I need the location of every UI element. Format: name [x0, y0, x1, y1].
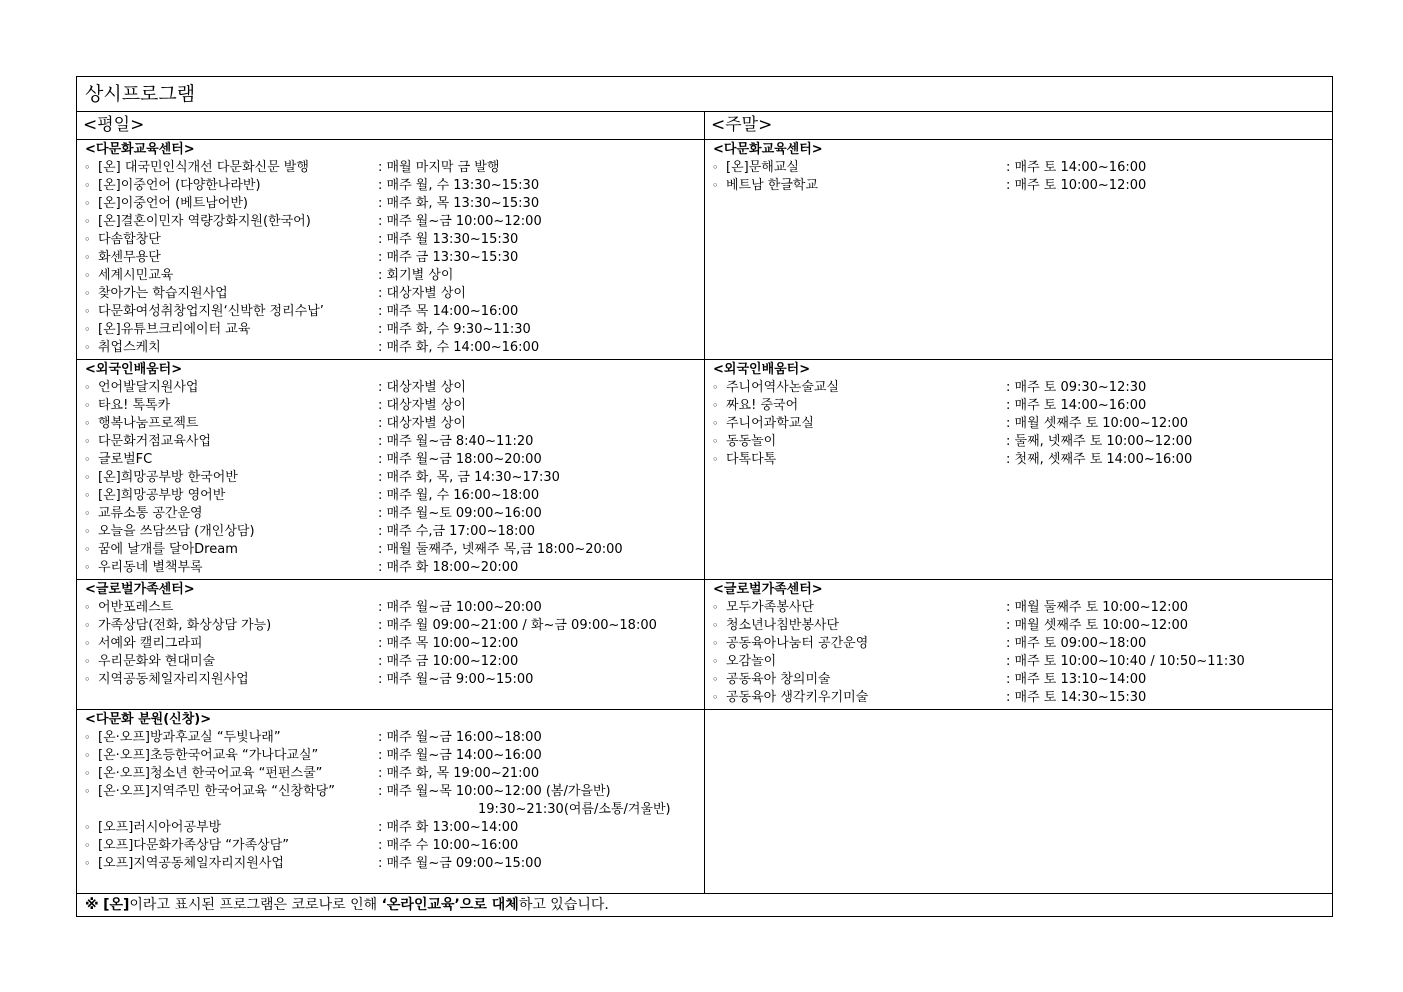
program-schedule: : 매주 목 10:00~12:00 — [378, 636, 519, 651]
program-name: 우리문화와 현대미술 — [98, 654, 216, 669]
section-row — [77, 710, 1333, 894]
program-name: [온]문해교실 — [726, 160, 799, 175]
bullet-icon: ◦ — [84, 269, 91, 282]
bullet-icon: ◦ — [84, 489, 91, 502]
program-name: [온]유튜브크리에이터 교육 — [98, 322, 251, 337]
program-item — [77, 635, 704, 653]
bullet-icon: ◦ — [84, 471, 91, 484]
program-schedule: : 매주 월~금 16:00~18:00 — [378, 730, 542, 745]
program-name: 청소년나침반봉사단 — [726, 618, 840, 633]
section-heading: <글로벌가족센터> — [713, 582, 823, 597]
bullet-icon: ◦ — [84, 749, 91, 762]
program-name: 다솜합창단 — [98, 232, 161, 247]
section-heading: <다문화교육센터> — [85, 142, 195, 157]
program-name: [온] 대국민인식개선 다문화신문 발행 — [98, 160, 309, 175]
bullet-icon: ◦ — [84, 637, 91, 650]
bullet-icon: ◦ — [712, 619, 719, 632]
program-item — [77, 747, 704, 765]
program-item — [77, 213, 704, 231]
bullet-icon: ◦ — [84, 381, 91, 394]
program-schedule: : 매주 월, 수 13:30~15:30 — [378, 178, 540, 193]
footer-note-cell — [77, 894, 1333, 917]
program-item — [77, 321, 704, 339]
weekday-header: <평일> — [83, 115, 145, 135]
section-row — [77, 140, 1333, 360]
program-name: 공동육아 창의미술 — [726, 672, 831, 687]
bullet-icon: ◦ — [84, 323, 91, 336]
program-name: 모두가족봉사단 — [726, 600, 814, 615]
bullet-icon: ◦ — [84, 619, 91, 632]
program-schedule: : 매주 토 14:00~16:00 — [1006, 398, 1147, 413]
program-schedule: : 매주 월~금 18:00~20:00 — [378, 452, 542, 467]
program-item — [77, 303, 704, 321]
program-name: 글로벌FC — [98, 452, 153, 467]
note-text-1: 이라고 표시된 프로그램은 코로나로 인해 — [129, 897, 382, 913]
footer-note — [77, 894, 1332, 916]
bullet-icon: ◦ — [84, 417, 91, 430]
weekday-section-cell — [77, 140, 705, 360]
bullet-icon: ◦ — [712, 673, 719, 686]
program-name: 짜요! 중국어 — [726, 398, 799, 413]
program-item — [77, 837, 704, 855]
program-schedule: : 매주 월, 수 16:00~18:00 — [378, 488, 540, 503]
program-item — [705, 635, 1332, 653]
program-schedule: : 매주 금 13:30~15:30 — [378, 250, 519, 265]
program-item — [77, 285, 704, 303]
program-item — [705, 177, 1332, 195]
program-name: 언어발달지원사업 — [98, 380, 199, 395]
bullet-icon: ◦ — [712, 381, 719, 394]
program-schedule: : 매주 화, 수 14:00~16:00 — [378, 340, 540, 355]
bullet-icon: ◦ — [84, 251, 91, 264]
bullet-icon: ◦ — [84, 655, 91, 668]
weekend-section-cell — [705, 360, 1333, 580]
program-schedule: : 매주 목 14:00~16:00 — [378, 304, 519, 319]
program-schedule: : 매주 토 14:30~15:30 — [1006, 690, 1147, 705]
program-item — [77, 451, 704, 469]
program-name: 교류소통 공간운영 — [98, 506, 203, 521]
weekend-section-cell — [705, 710, 1333, 894]
program-name: [온·오프]방과후교실 “두빛나래” — [98, 730, 281, 745]
program-name: 주니어역사논술교실 — [726, 380, 840, 395]
program-schedule: : 매주 월~금 9:00~15:00 — [378, 672, 534, 687]
program-schedule: : 매주 수 10:00~16:00 — [378, 838, 519, 853]
program-schedule: : 매주 금 10:00~12:00 — [378, 654, 519, 669]
program-schedule: : 대상자별 상이 — [378, 416, 466, 431]
program-name: 어반포레스트 — [98, 600, 174, 615]
title-cell — [77, 77, 1333, 112]
program-name: 다톡다톡 — [726, 452, 777, 467]
program-schedule: : 매주 월 13:30~15:30 — [378, 232, 519, 247]
program-name: 오늘을 쓰담쓰담 (개인상담) — [98, 524, 255, 539]
program-item — [705, 653, 1332, 671]
program-item — [77, 671, 704, 689]
weekday-section-cell — [77, 710, 705, 894]
bullet-icon: ◦ — [84, 857, 91, 870]
program-schedule: : 매주 월~금 8:40~11:20 — [378, 434, 534, 449]
program-schedule: : 매주 월~금 14:00~16:00 — [378, 748, 542, 763]
weekday-header-cell — [77, 112, 705, 140]
bullet-icon: ◦ — [712, 399, 719, 412]
program-schedule: : 매월 셋째주 토 10:00~12:00 — [1006, 416, 1189, 431]
program-item — [77, 231, 704, 249]
bullet-icon: ◦ — [84, 215, 91, 228]
bullet-icon: ◦ — [84, 179, 91, 192]
program-schedule: : 매주 토 09:30~12:30 — [1006, 380, 1147, 395]
program-name: 타요! 톡톡카 — [98, 398, 171, 413]
program-item — [77, 819, 704, 837]
section-heading: <다문화교육센터> — [713, 142, 823, 157]
program-schedule: : 매주 월~목 10:00~12:00 (봄/가을반) — [378, 784, 611, 799]
bullet-icon: ◦ — [84, 525, 91, 538]
program-name: 찾아가는 학습지원사업 — [98, 286, 228, 301]
program-item — [705, 599, 1332, 617]
program-item — [77, 765, 704, 783]
program-item — [705, 689, 1332, 707]
program-item — [77, 599, 704, 617]
program-item — [77, 783, 704, 801]
program-schedule: : 매주 월 09:00~21:00 / 화~금 09:00~18:00 — [378, 618, 657, 633]
program-schedule: : 매주 화, 목, 금 14:30~17:30 — [378, 470, 560, 485]
program-name: 오감놀이 — [726, 654, 777, 669]
bullet-icon: ◦ — [84, 673, 91, 686]
program-item — [77, 729, 704, 747]
bullet-icon: ◦ — [712, 161, 719, 174]
note-mark: ※ — [85, 897, 99, 913]
program-name: [온]결혼이민자 역량강화지원(한국어) — [98, 214, 311, 229]
program-schedule: : 매주 토 13:10~14:00 — [1006, 672, 1147, 687]
program-item — [77, 379, 704, 397]
section-heading: <외국인배움터> — [713, 362, 811, 377]
weekday-section-cell — [77, 360, 705, 580]
weekend-section-cell — [705, 580, 1333, 710]
program-name: [온·오프]초등한국어교육 “가나다교실” — [98, 748, 319, 763]
program-schedule: : 매주 수,금 17:00~18:00 — [378, 524, 535, 539]
bullet-icon: ◦ — [84, 839, 91, 852]
bullet-icon: ◦ — [712, 601, 719, 614]
bullet-icon: ◦ — [84, 197, 91, 210]
program-item — [77, 653, 704, 671]
program-item — [77, 397, 704, 415]
program-name: 동동놀이 — [726, 434, 777, 449]
program-schedule: : 매월 마지막 금 발행 — [378, 160, 500, 175]
section-heading: <다문화 분원(신창)> — [85, 712, 212, 727]
program-schedule: : 대상자별 상이 — [378, 286, 466, 301]
program-schedule: : 대상자별 상이 — [378, 380, 466, 395]
program-schedule: : 대상자별 상이 — [378, 398, 466, 413]
program-item — [705, 415, 1332, 433]
program-schedule: : 매주 토 10:00~10:40 / 10:50~11:30 — [1006, 654, 1245, 669]
program-item — [77, 469, 704, 487]
program-schedule: : 매주 화, 목 13:30~15:30 — [378, 196, 540, 211]
program-schedule: : 매주 토 14:00~16:00 — [1006, 160, 1147, 175]
program-name: 베트남 한글학교 — [726, 178, 819, 193]
program-item — [77, 249, 704, 267]
program-name: [오프]지역공동체일자리지원사업 — [98, 856, 284, 871]
section-heading: <글로벌가족센터> — [85, 582, 195, 597]
note-online-tag: [온] — [103, 897, 130, 913]
bullet-icon: ◦ — [712, 417, 719, 430]
program-name: 다문화거점교육사업 — [98, 434, 212, 449]
program-schedule-continued — [77, 801, 704, 819]
note-online-edu: ‘온라인교육’으로 대체 — [381, 897, 519, 913]
program-schedule: : 매주 토 09:00~18:00 — [1006, 636, 1147, 651]
weekend-header-cell — [705, 112, 1333, 140]
program-schedule: : 첫째, 셋째주 토 14:00~16:00 — [1006, 452, 1193, 467]
program-schedule: : 회기별 상이 — [378, 268, 454, 283]
program-name: [온]희망공부방 한국어반 — [98, 470, 238, 485]
bullet-icon: ◦ — [84, 543, 91, 556]
program-item — [77, 267, 704, 285]
program-name: 다문화여성취창업지원‘신박한 정리수납’ — [98, 304, 324, 319]
bullet-icon: ◦ — [84, 767, 91, 780]
page-title: 상시프로그램 — [85, 83, 196, 105]
program-name: 지역공동체일자리지원사업 — [98, 672, 249, 687]
program-schedule: : 매주 화, 수 9:30~11:30 — [378, 322, 531, 337]
weekend-section-cell — [705, 140, 1333, 360]
program-schedule: : 매주 화, 목 19:00~21:00 — [378, 766, 540, 781]
bullet-icon: ◦ — [84, 161, 91, 174]
program-name: [오프]다문화가족상담 “가족상담” — [98, 838, 289, 853]
bullet-icon: ◦ — [712, 655, 719, 668]
program-item — [77, 523, 704, 541]
bullet-icon: ◦ — [712, 453, 719, 466]
bullet-icon: ◦ — [84, 341, 91, 354]
program-item — [705, 451, 1332, 469]
bullet-icon: ◦ — [712, 637, 719, 650]
program-item — [77, 487, 704, 505]
bullet-icon: ◦ — [712, 179, 719, 192]
program-item — [705, 159, 1332, 177]
program-item — [77, 195, 704, 213]
weekday-section-cell — [77, 580, 705, 710]
program-item — [77, 415, 704, 433]
program-name: [온]이중언어 (베트남어반) — [98, 196, 248, 211]
program-name: 취업스케치 — [98, 340, 161, 355]
note-text-2: 하고 있습니다. — [518, 897, 609, 913]
program-name: 행복나눔프로젝트 — [98, 416, 199, 431]
section-row — [77, 360, 1333, 580]
program-name: 꿈에 날개를 달아Dream — [98, 542, 238, 557]
program-name: 세계시민교육 — [98, 268, 174, 283]
bullet-icon: ◦ — [84, 399, 91, 412]
program-schedule: : 매월 셋째주 토 10:00~12:00 — [1006, 618, 1189, 633]
bullet-icon: ◦ — [84, 731, 91, 744]
program-name: 서예와 캘리그라피 — [98, 636, 203, 651]
program-table — [76, 76, 1333, 917]
bullet-icon: ◦ — [84, 821, 91, 834]
program-schedule-extra: 19:30~21:30(여름/소통/겨울반) — [478, 802, 671, 817]
program-item — [77, 541, 704, 559]
weekend-header: <주말> — [711, 115, 773, 135]
program-name: 주니어과학교실 — [726, 416, 814, 431]
bullet-icon: ◦ — [712, 691, 719, 704]
program-item — [705, 671, 1332, 689]
bullet-icon: ◦ — [84, 435, 91, 448]
program-name: [온·오프]지역주민 한국어교육 “신창학당” — [98, 784, 335, 799]
program-name: 우리동네 별책부록 — [98, 560, 203, 575]
program-item — [705, 433, 1332, 451]
bullet-icon: ◦ — [84, 305, 91, 318]
program-item — [77, 559, 704, 577]
program-name: [온]이중언어 (다양한나라반) — [98, 178, 261, 193]
program-schedule: : 매월 둘째주 토 10:00~12:00 — [1006, 600, 1189, 615]
bullet-icon: ◦ — [84, 601, 91, 614]
program-name: 공동육아나눔터 공간운영 — [726, 636, 869, 651]
program-name: [온·오프]청소년 한국어교육 “펀펀스쿨” — [98, 766, 323, 781]
program-name: 화센무용단 — [98, 250, 161, 265]
program-schedule: : 둘째, 넷째주 토 10:00~12:00 — [1006, 434, 1193, 449]
bullet-icon: ◦ — [84, 785, 91, 798]
program-name: 가족상담(전화, 화상상담 가능) — [98, 618, 272, 633]
program-item — [77, 617, 704, 635]
program-item — [77, 505, 704, 523]
program-schedule: : 매주 월~토 09:00~16:00 — [378, 506, 542, 521]
program-item — [705, 379, 1332, 397]
program-schedule: : 매주 월~금 09:00~15:00 — [378, 856, 542, 871]
program-item — [77, 339, 704, 357]
program-schedule: : 매주 화 13:00~14:00 — [378, 820, 519, 835]
program-schedule: : 매주 화 18:00~20:00 — [378, 560, 519, 575]
program-name: [오프]러시아어공부방 — [98, 820, 222, 835]
bullet-icon: ◦ — [84, 561, 91, 574]
bullet-icon: ◦ — [84, 507, 91, 520]
bullet-icon: ◦ — [712, 435, 719, 448]
program-item — [77, 159, 704, 177]
program-schedule: : 매주 토 10:00~12:00 — [1006, 178, 1147, 193]
program-item — [705, 397, 1332, 415]
program-item — [705, 617, 1332, 635]
bullet-icon: ◦ — [84, 233, 91, 246]
section-row — [77, 580, 1333, 710]
program-schedule: : 매월 둘째주, 넷째주 목,금 18:00~20:00 — [378, 542, 623, 557]
program-schedule: : 매주 월~금 10:00~20:00 — [378, 600, 542, 615]
program-name: [온]희망공부방 영어반 — [98, 488, 226, 503]
bullet-icon: ◦ — [84, 453, 91, 466]
program-schedule: : 매주 월~금 10:00~12:00 — [378, 214, 542, 229]
bullet-icon: ◦ — [84, 287, 91, 300]
program-name: 공동육아 생각키우기미술 — [726, 690, 869, 705]
program-item — [77, 433, 704, 451]
program-item — [77, 855, 704, 873]
section-heading: <외국인배움터> — [85, 362, 183, 377]
program-item — [77, 177, 704, 195]
sections-body — [77, 140, 1333, 894]
